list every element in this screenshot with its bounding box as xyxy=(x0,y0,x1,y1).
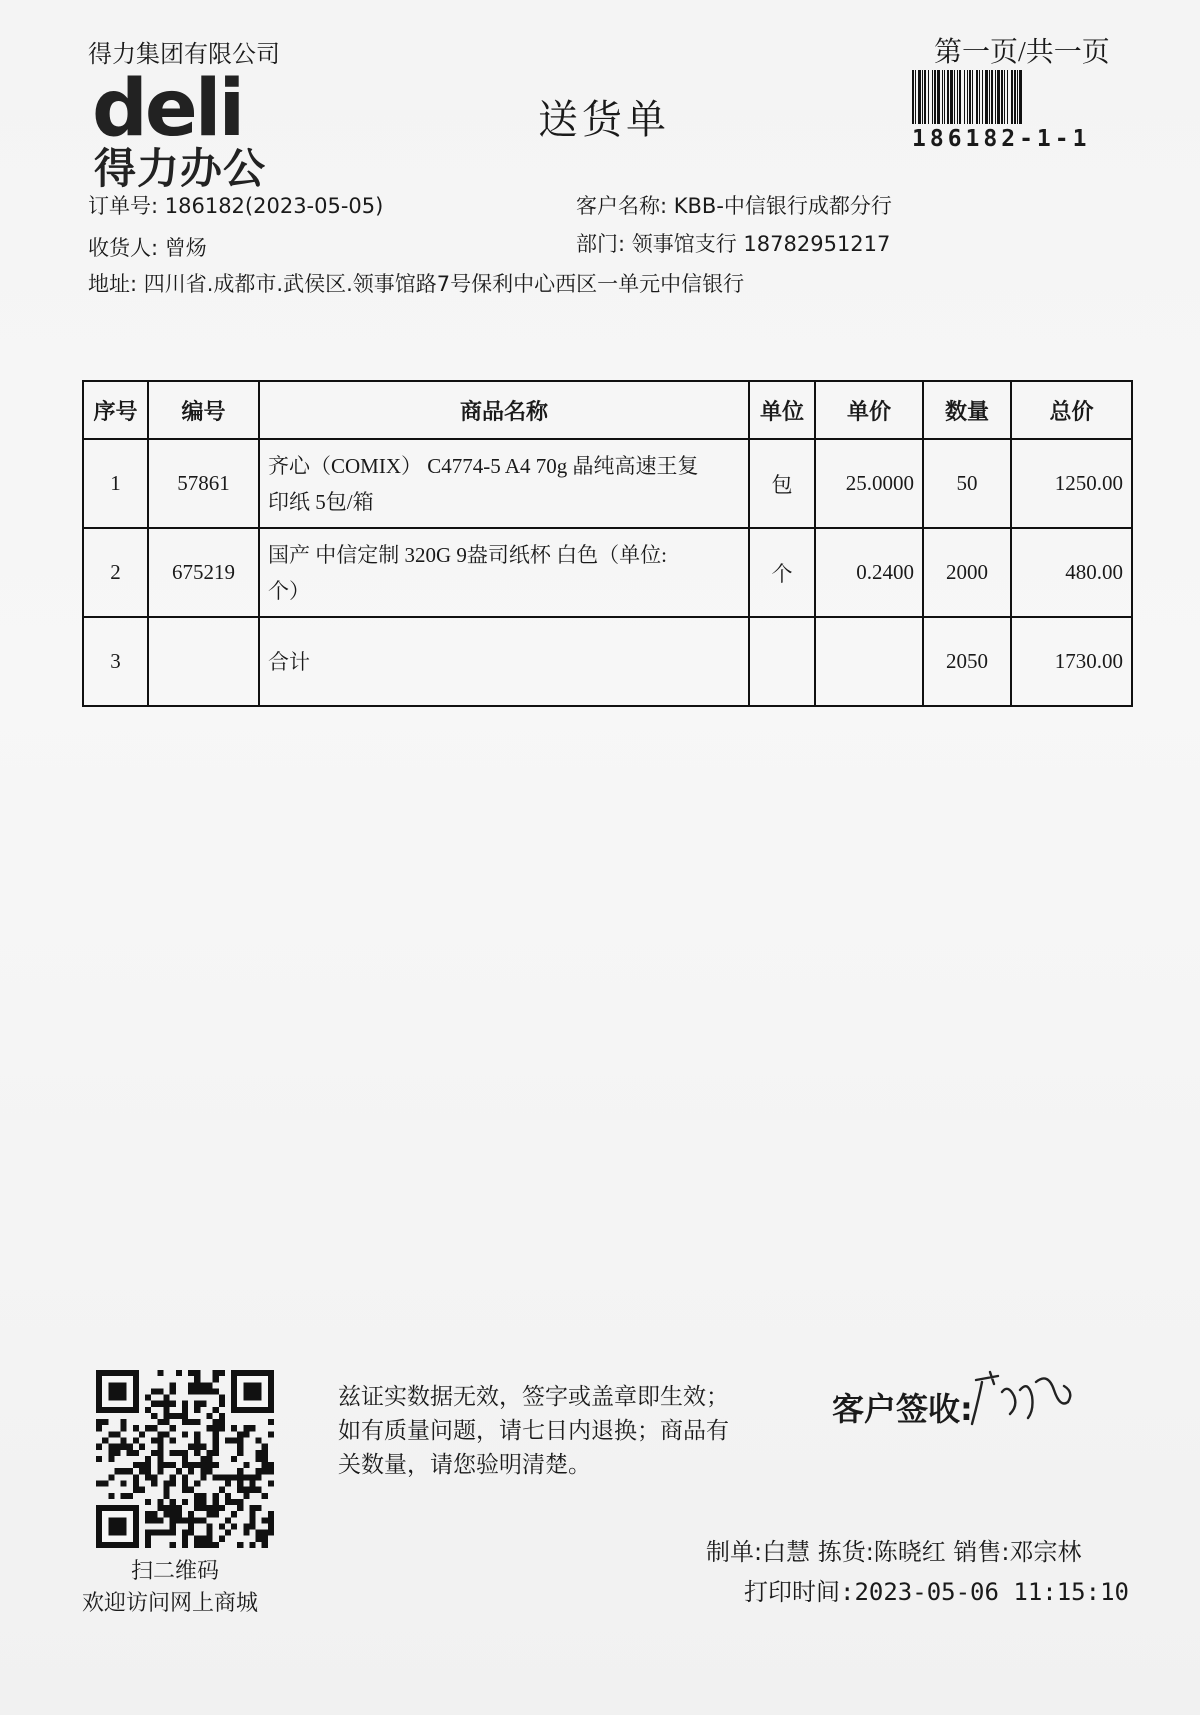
product-name-line: 印纸 5包/箱 xyxy=(268,489,374,514)
table-row-total xyxy=(83,617,1132,706)
qr-code-image xyxy=(96,1370,274,1548)
order-number: 订单号: 186182(2023-05-05) xyxy=(88,194,384,218)
page-indicator: 第一页/共一页 xyxy=(934,37,1110,68)
row-quantity: 50 xyxy=(923,439,1011,528)
department: 部门: 领事馆支行 18782951217 xyxy=(576,232,891,256)
header-unit: 单位 xyxy=(749,381,815,439)
product-name-line: 国产 中信定制 320G 9盎司纸杯 白色（单位: xyxy=(268,542,667,567)
table-row xyxy=(83,439,1132,528)
product-name-line: 齐心（COMIX） C4774-5 A4 70g 晶纯高速王复 xyxy=(268,453,699,478)
row-index: 3 xyxy=(83,617,148,706)
brand-slogan: 得力办公 xyxy=(94,144,267,193)
row-index: 1 xyxy=(83,439,148,528)
customer-signature-label: 客户签收: xyxy=(832,1390,973,1428)
row-total: 1250.00 xyxy=(1011,439,1132,528)
company-name: 得力集团有限公司 xyxy=(88,40,280,68)
header-unit-price: 单价 xyxy=(815,381,923,439)
qr-caption: 扫二维码 xyxy=(131,1559,220,1584)
row-index: 2 xyxy=(83,528,148,617)
row-code: 675219 xyxy=(148,528,259,617)
row-quantity: 2000 xyxy=(923,528,1011,617)
deli-logo: deli xyxy=(92,64,243,154)
address: 地址: 四川省.成都市.武侯区.领事馆路7号保利中心西区一单元中信银行 xyxy=(88,272,745,296)
header-quantity: 数量 xyxy=(923,381,1011,439)
row-total: 1730.00 xyxy=(1011,617,1132,706)
receiver: 收货人: 曾炀 xyxy=(88,236,207,260)
row-unit-price: 25.0000 xyxy=(815,439,923,528)
header-product-name: 商品名称 xyxy=(259,381,749,439)
staff-info: 制单:白慧 拣货:陈晓红 销售:邓宗林 xyxy=(706,1538,1082,1566)
row-product-name xyxy=(259,528,749,617)
document-title: 送货单 xyxy=(538,97,670,143)
print-time: 打印时间:2023-05-06 11:15:10 xyxy=(744,1578,1129,1606)
customer-name: 客户名称: KBB-中信银行成都分行 xyxy=(576,194,892,218)
qr-caption-mall: 欢迎访问网上商城 xyxy=(82,1591,259,1616)
row-unit: 个 xyxy=(749,528,815,617)
table-row xyxy=(83,528,1132,617)
row-quantity: 2050 xyxy=(923,617,1011,706)
row-unit-price: 0.2400 xyxy=(815,528,923,617)
barcode-number: 186182-1-1 xyxy=(912,126,1091,152)
row-product-name xyxy=(259,617,749,706)
barcode-image xyxy=(910,70,1125,124)
items-table xyxy=(82,380,1133,707)
table-header-row xyxy=(83,381,1132,439)
row-code: 57861 xyxy=(148,439,259,528)
total-label: 合计 xyxy=(268,649,310,674)
row-code xyxy=(148,617,259,706)
row-product-name xyxy=(259,439,749,528)
product-name-line: 个） xyxy=(268,578,310,603)
header-total: 总价 xyxy=(1011,381,1132,439)
row-total: 480.00 xyxy=(1011,528,1132,617)
row-unit xyxy=(749,617,815,706)
row-unit: 包 xyxy=(749,439,815,528)
notice-text: 兹证实数据无效，签字或盖章即生效；如有质量问题，请七日内退换；商品有关数量，请您验明清楚。 xyxy=(338,1384,729,1478)
handwritten-signature xyxy=(968,1362,1078,1432)
row-unit-price xyxy=(815,617,923,706)
header-code: 编号 xyxy=(148,381,259,439)
header-index: 序号 xyxy=(83,381,148,439)
